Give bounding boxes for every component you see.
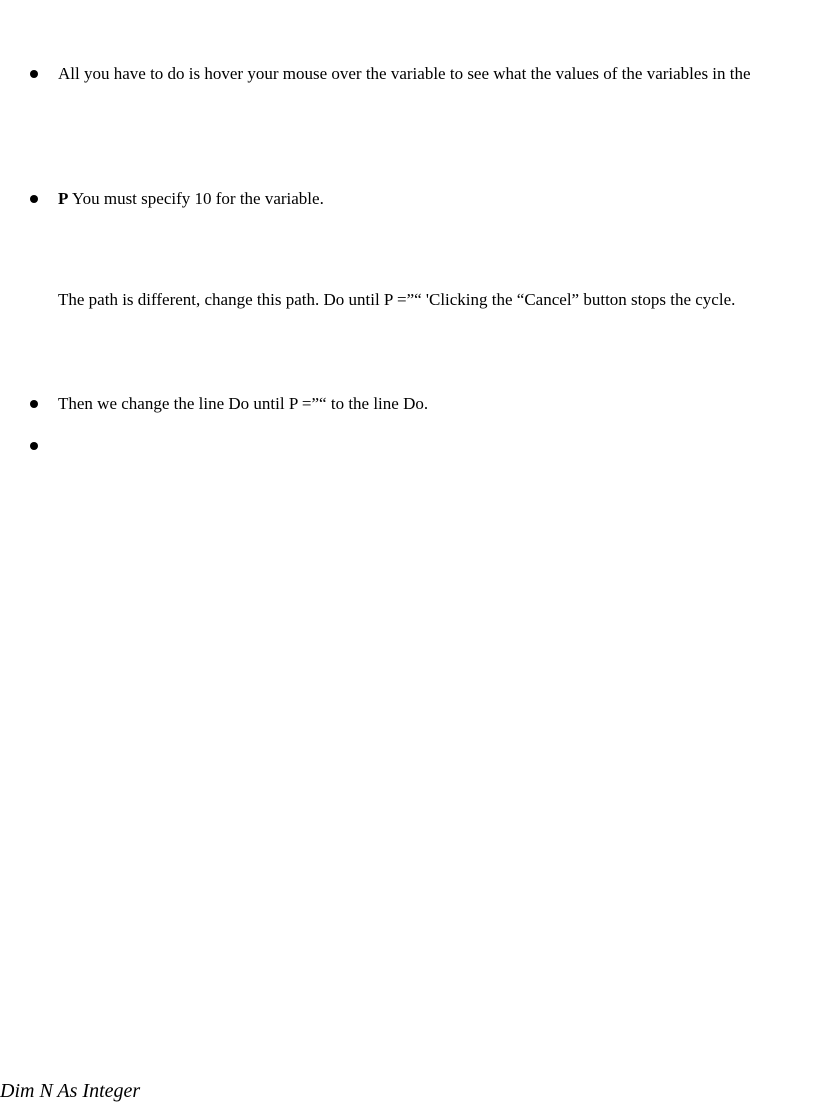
list-item-body: You must specify 10 for the variable. (72, 189, 324, 208)
bullet-icon (30, 195, 38, 203)
list-item-text (58, 189, 324, 209)
code-line: Dim N As Integer (0, 1080, 141, 1102)
bullet-icon (30, 400, 38, 408)
bullet-icon (30, 442, 38, 450)
bullet-icon (30, 70, 38, 78)
paragraph-text: The path is different, change this path. Do until P =”“ 'Clicking the “Cancel” button stops the cycle. (58, 290, 736, 309)
variable-name: P (58, 189, 69, 208)
list-item-text: Then we change the line Do until P =”“ to the line Do. (58, 394, 429, 413)
list-item-text: All you have to do is hover your mouse over the variable to see what the values of the variables in the (58, 64, 751, 83)
